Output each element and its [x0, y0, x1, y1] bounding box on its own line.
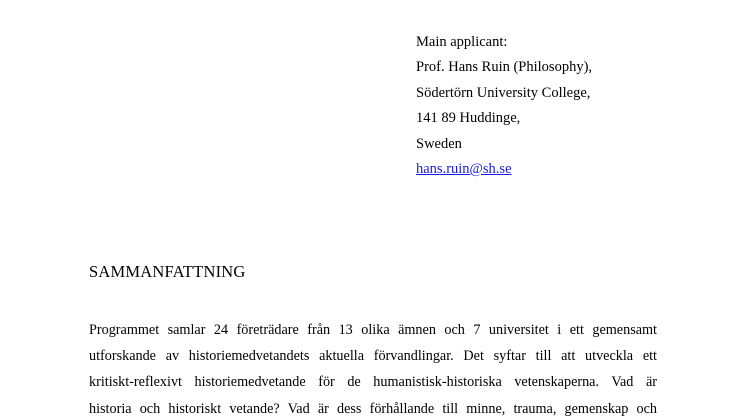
summary-line: kritiskt-reflexivt historiemedvetande för de humanistisk-historiska vetenskaperna. Vad är	[89, 374, 657, 391]
summary-line: historia och historiskt vetande? Vad är dess förhållande till minne, trauma, gemenskap och	[89, 400, 657, 417]
summary-heading: SAMMANFATTNING	[89, 262, 246, 281]
summary-line: utforskande av historiemedvetandets aktuella förvandlingar. Det syftar till att utveckla ett	[89, 348, 657, 365]
summary-line: Programmet samlar 24 företrädare från 13 olika ämnen och 7 universitet i ett gemensamt	[89, 322, 657, 338]
applicant-email-line	[416, 157, 592, 182]
applicant-label: Main applicant:	[416, 34, 508, 50]
applicant-address-block	[416, 30, 592, 182]
applicant-institution: Södertörn University College,	[416, 84, 591, 101]
applicant-name: Prof. Hans Ruin (Philosophy),	[416, 59, 593, 76]
applicant-email-link[interactable]: hans.ruin@sh.se	[416, 161, 512, 178]
summary-paragraph	[89, 317, 657, 419]
applicant-country: Sweden	[416, 135, 462, 152]
applicant-postal-address: 141 89 Huddinge,	[416, 110, 521, 127]
